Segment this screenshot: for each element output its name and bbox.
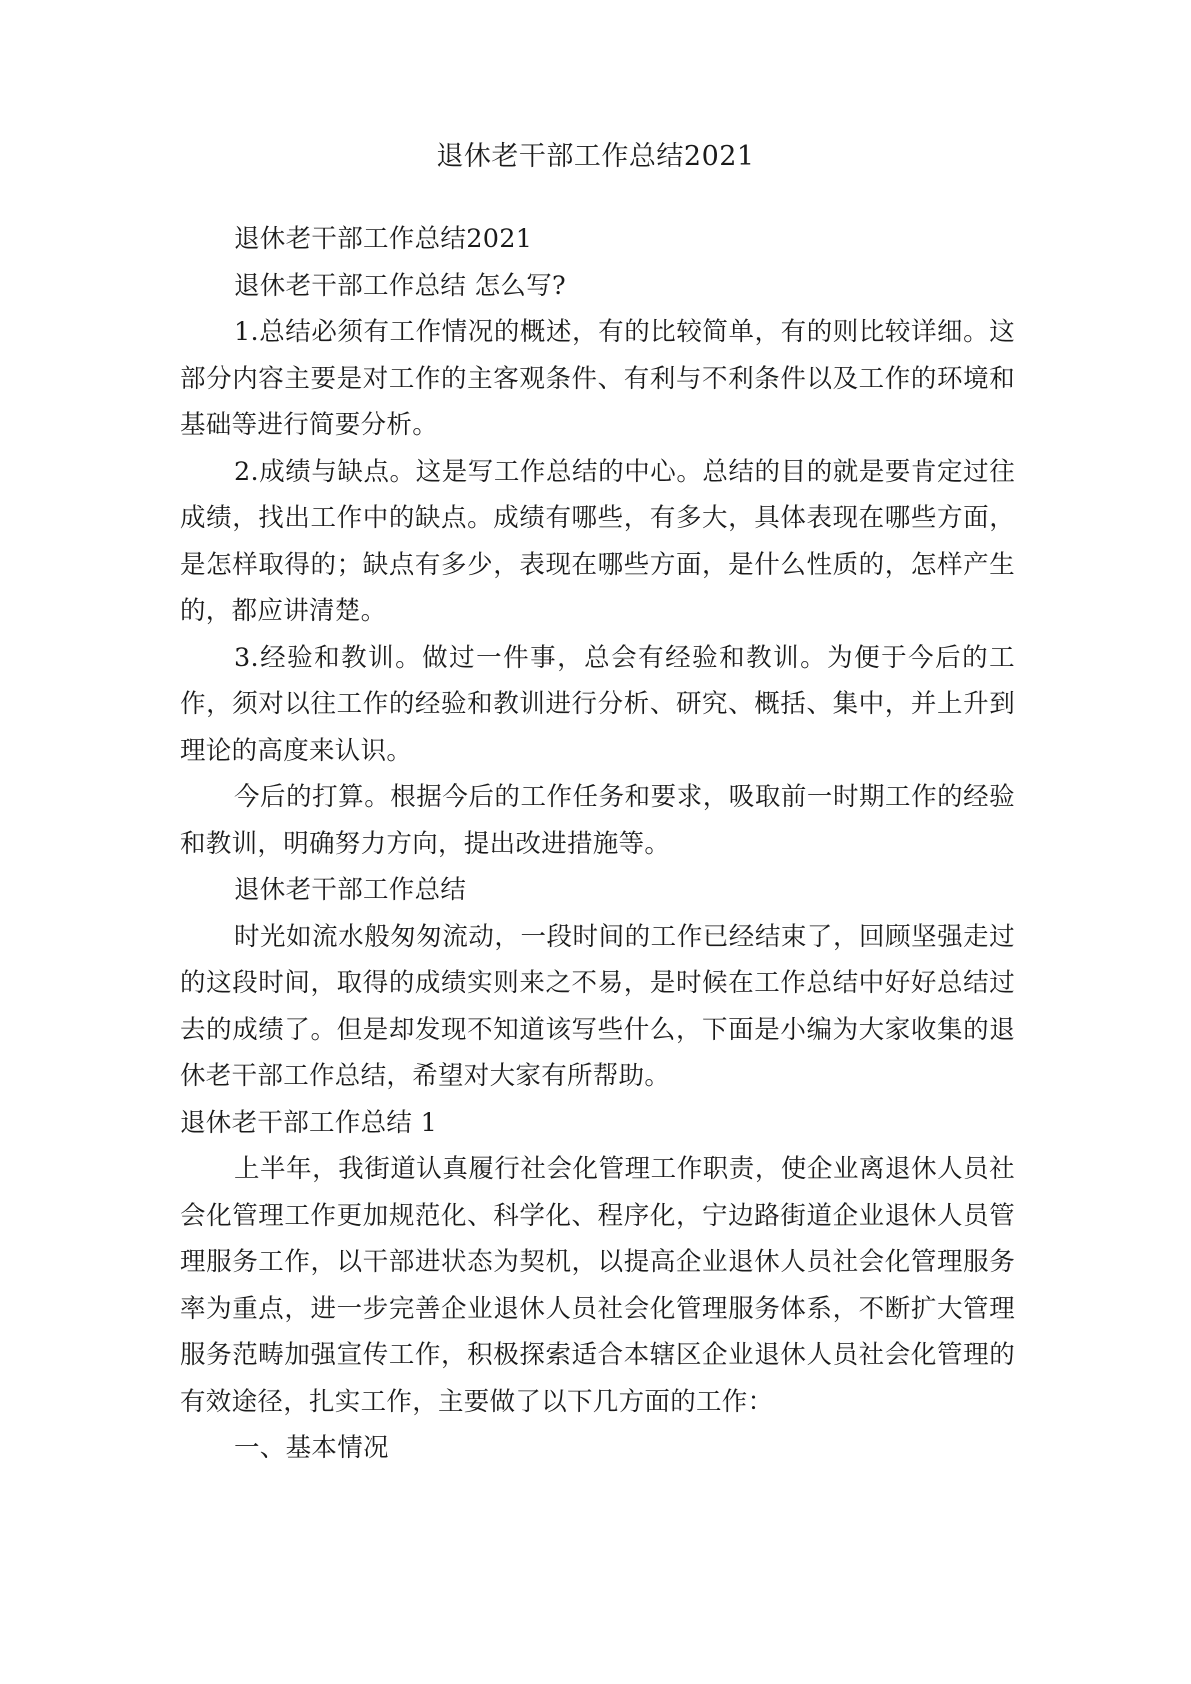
- paragraph: 退休老干部工作总结2021: [234, 224, 533, 254]
- paragraph: 今后的打算。根据今后的工作任务和要求，吸取前一时期工作的经验和教训，明确努力方向，提出改进措施等。: [180, 782, 1015, 859]
- paragraph: 2.成绩与缺点。这是写工作总结的中心。总结的目的就是要肯定过往成绩，找出工作中的缺点。成绩有哪些，有多大，具体表现在哪些方面，是怎样取得的；缺点有多少，表现在哪些方面，是什么性质的，怎样产生的，都应讲清楚。: [180, 456, 1015, 626]
- paragraph: 退休老干部工作总结 怎么写?: [234, 270, 566, 301]
- section-heading: 退休老干部工作总结: [234, 875, 467, 905]
- paragraph: 3.经验和教训。做过一件事，总会有经验和教训。为便于今后的工作，须对以往工作的经验和教训进行分析、研究、概括、集中，并上升到理论的高度来认识。: [180, 642, 1015, 766]
- paragraph: 上半年，我街道认真履行社会化管理工作职责，使企业离退休人员社会化管理工作更加规范化、科学化、程序化，宁边路街道企业退休人员管理服务工作，以干部进状态为契机，以提高企业退休人员社会化管理服务率为重点，进一步完善企业退休人员社会化管理服务体系，不断扩大管理服务范畴加强宣传工作，积极探索适合本辖区企业退休人员社会化管理的有效途径，扎实工作，主要做了以下几方面的工作：: [180, 1154, 1015, 1417]
- paragraph: 1.总结必须有工作情况的概述，有的比较简单，有的则比较详细。这部分内容主要是对工作的主客观条件、有利与不利条件以及工作的环境和基础等进行简要分析。: [180, 317, 1015, 440]
- subsection-heading: 退休老干部工作总结 1: [180, 1107, 438, 1138]
- subsection-heading: 一、基本情况: [234, 1433, 389, 1463]
- paragraph: 时光如流水般匆匆流动，一段时间的工作已经结束了，回顾坚强走过的这段时间，取得的成绩实则来之不易，是时候在工作总结中好好总结过去的成绩了。但是却发现不知道该写些什么，下面是小编为大家收集的退休老干部工作总结，希望对大家有所帮助。: [180, 921, 1015, 1091]
- document-title: 退休老干部工作总结2021: [436, 141, 755, 172]
- document-body: [180, 216, 1015, 1472]
